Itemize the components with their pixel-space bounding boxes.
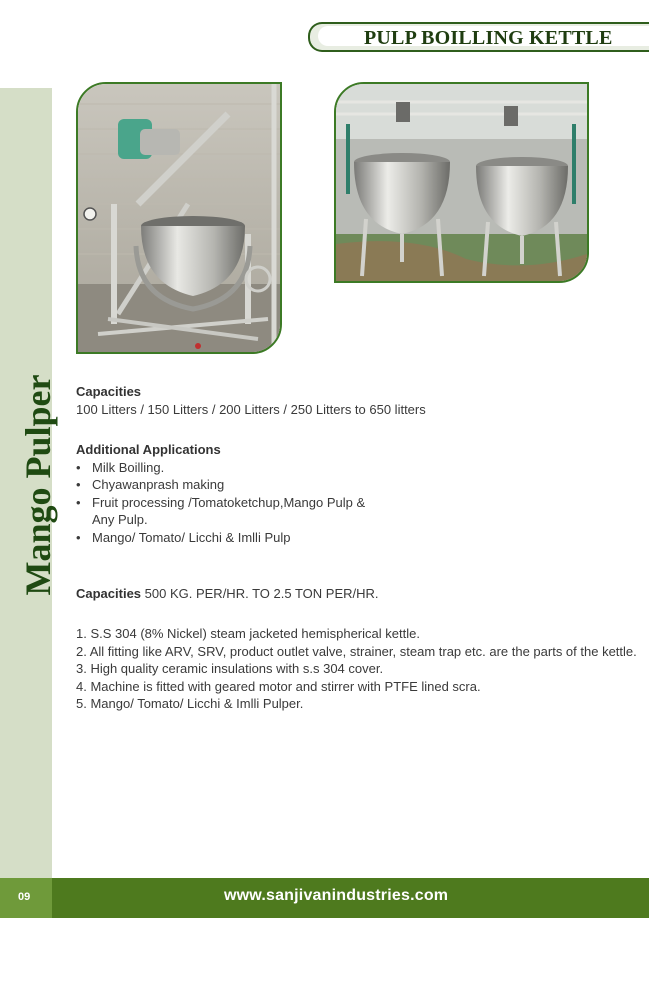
applications-list — [76, 459, 406, 547]
feature-item: 2. All fitting like ARV, SRV, product outlet valve, strainer, steam trap etc. are the parts of the kettle. — [76, 643, 637, 659]
list-item: • Milk Boilling. — [76, 459, 406, 477]
website-link[interactable]: www.sanjivanindustries.com — [224, 887, 449, 904]
feature-item: 5. Mango/ Tomato/ Licchi & Imlli Pulper. — [76, 696, 304, 711]
page-number: 09 — [18, 891, 31, 903]
list-item — [76, 494, 406, 529]
features-list — [76, 625, 646, 713]
list-item-text: Fruit processing /Tomatoketchup,Mango Pulp & — [92, 494, 366, 510]
side-label: Mango Pulper — [18, 374, 58, 596]
features-section — [76, 625, 646, 713]
list-item: • Chyawanprash making — [76, 476, 406, 494]
list-item-text-cont: Any Pulp. — [92, 512, 148, 527]
feature-item: 1. S.S 304 (8% Nickel) steam jacketed hemispherical kettle. — [76, 626, 420, 641]
feature-item: 3. High quality ceramic insulations with s.s 304 cover. — [76, 661, 384, 676]
capacity-rate — [76, 585, 379, 603]
applications-heading: Additional Applications — [76, 442, 221, 457]
applications-section — [76, 441, 406, 546]
list-item: • Mango/ Tomato/ Licchi & Imlli Pulp — [76, 529, 406, 547]
capacity-rate-text: 500 KG. PER/HR. TO 2.5 TON PER/HR. — [141, 586, 379, 601]
feature-item: 4. Machine is fitted with geared motor and stirrer with PTFE lined scra. — [76, 678, 481, 694]
capacity-rate-heading: Capacities — [76, 586, 142, 601]
kettle-photo-single — [76, 82, 282, 354]
kettle-photo-pair — [334, 82, 589, 283]
capacities-section — [76, 383, 426, 418]
page-title: PULP BOILLING KETTLE — [364, 27, 613, 49]
capacities-heading: Capacities — [76, 384, 142, 399]
capacities-text: 100 Litters / 150 Litters / 200 Litters / 250 Litters to 650 litters — [76, 401, 426, 417]
